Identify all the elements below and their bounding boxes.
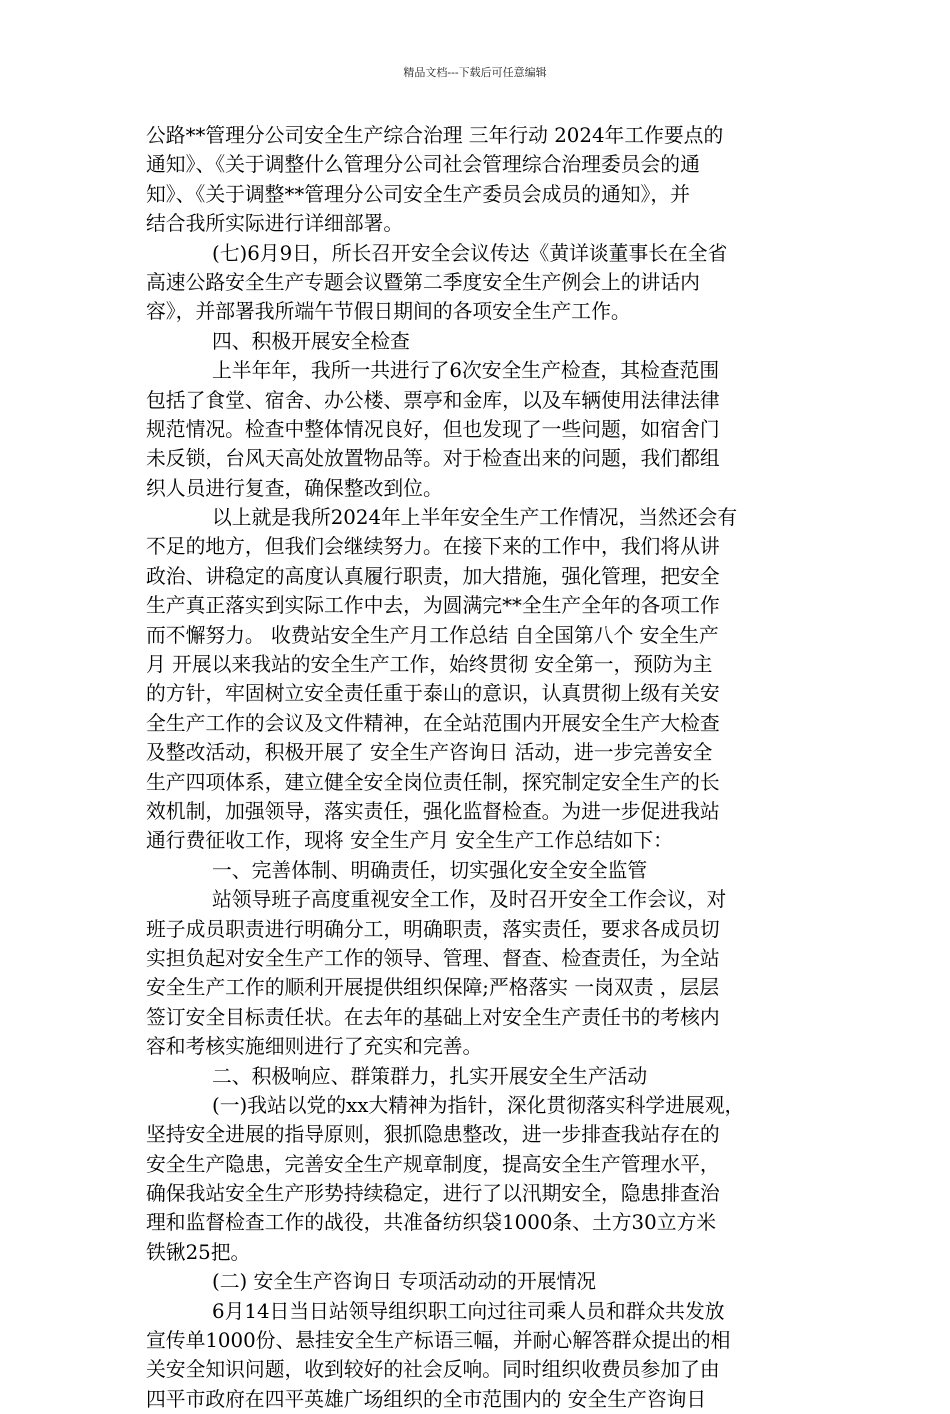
text-line: 包括了食堂、宿舍、办公楼、票亭和金库，以及车辆使用法律法律 [146, 388, 720, 412]
text-line: 四平市政府在四平英雄广场组织的全市范围内的 安全生产咨询日 [146, 1387, 707, 1411]
document-body [146, 121, 810, 1414]
text-line: 宣传单1000份、悬挂安全生产标语三幅，并耐心解答群众提出的相 [146, 1329, 731, 1353]
text-line: 高速公路安全生产专题会议暨第二季度安全生产例会上的讲话内 [146, 270, 700, 294]
text-line: 容和考核实施细则进行了充实和完善。 [146, 1035, 483, 1059]
text-line: 而不懈努力。 收费站安全生产月工作总结 自全国第八个 安全生产 [146, 623, 719, 647]
text-line: 关安全知识问题，收到较好的社会反响。同时组织收费员参加了由 [146, 1358, 720, 1382]
text-line: 四、积极开展安全检查 [212, 329, 410, 353]
text-line: 签订安全目标责任状。在去年的基础上对安全生产责任书的考核内 [146, 1005, 720, 1029]
text-line: 通行费征收工作，现将 安全生产月 安全生产工作总结如下： [146, 829, 673, 853]
text-line: (二) 安全生产咨询日 专项活动动的开展情况 [212, 1270, 597, 1294]
text-line: 月 开展以来我站的安全生产工作，始终贯彻 安全第一，预防为主 [146, 653, 713, 677]
text-line: 铁锹25把。 [146, 1240, 251, 1264]
text-line: 知》、《关于调整**管理分公司安全生产委员会成员的通知》，并 [146, 182, 690, 206]
text-line: 生产真正落实到实际工作中去，为圆满完**全生产全年的各项工作 [146, 594, 720, 618]
text-line: 效机制，加强领导，落实责任，强化监督检查。为进一步促进我站 [146, 799, 720, 823]
text-line: 生产四项体系，建立健全安全岗位责任制，探究制定安全生产的长 [146, 770, 720, 794]
text-line: 规范情况。检查中整体情况良好，但也发现了一些问题，如宿舍门 [146, 417, 720, 441]
page-header: 精品文档---下载后可任意编辑 [403, 66, 547, 79]
text-line: 未反锁，台风天高处放置物品等。对于检查出来的问题，我们都组 [146, 447, 720, 471]
text-line: (一)我站以党的xx大精神为指针，深化贯彻落实科学进展观， [212, 1093, 745, 1117]
text-line: 一、完善体制、明确责任，切实强化安全安全监管 [212, 858, 648, 882]
text-line: 以上就是我所2024年上半年安全生产工作情况，当然还会有 [212, 506, 738, 530]
text-line: (七)6月9日，所长召开安全会议传达《黄详谈董事长在全省 [212, 241, 728, 265]
text-line: 结合我所实际进行详细部署。 [146, 212, 404, 236]
text-line: 二、积极响应、群策群力，扎实开展安全生产活动 [212, 1064, 648, 1088]
text-line: 理和监督检查工作的战役，共准备纺织袋1000条、土方30立方米 [146, 1211, 717, 1235]
text-line: 全生产工作的会议及文件精神，在全站范围内开展安全生产大检查 [146, 711, 720, 735]
text-line: 安全生产工作的顺利开展提供组织保障;严格落实 一岗双责 ，层层 [146, 976, 720, 1000]
text-line: 6月14日当日站领导组织职工向过往司乘人员和群众共发放 [212, 1299, 725, 1323]
text-line: 坚持安全进展的指导原则，狠抓隐患整改，进一步排查我站存在的 [146, 1123, 720, 1147]
text-line: 上半年年，我所一共进行了6次安全生产检查，其检查范围 [212, 359, 720, 383]
text-line: 及整改活动，积极开展了 安全生产咨询日 活动，进一步完善安全 [146, 741, 713, 765]
text-line: 班子成员职责进行明确分工，明确职责，落实责任，要求各成员切 [146, 917, 720, 941]
text-line: 容》，并部署我所端午节假日期间的各项安全生产工作。 [146, 300, 631, 324]
text-line: 公路**管理分公司安全生产综合治理 三年行动 2024年工作要点的 [146, 124, 724, 147]
text-line: 确保我站安全生产形势持续稳定，进行了以汛期安全，隐患排查治 [146, 1182, 720, 1206]
text-line: 的方针，牢固树立安全责任重于泰山的意识，认真贯彻上级有关安 [146, 682, 720, 706]
text-line: 通知》、《关于调整什么管理分公司社会管理综合治理委员会的通 [146, 153, 700, 177]
text-line: 实担负起对安全生产工作的领导、管理、督查、检查责任，为全站 [146, 946, 720, 970]
text-line: 站领导班子高度重视安全工作，及时召开安全工作会议，对 [212, 888, 727, 912]
text-line: 织人员进行复查，确保整改到位。 [146, 476, 443, 500]
text-line: 安全生产隐患，完善安全生产规章制度，提高安全生产管理水平， [146, 1152, 720, 1176]
text-line: 政治、讲稳定的高度认真履行职责，加大措施，强化管理，把安全 [146, 564, 720, 588]
text-line: 不足的地方，但我们会继续努力。在接下来的工作中，我们将从讲 [146, 535, 720, 559]
